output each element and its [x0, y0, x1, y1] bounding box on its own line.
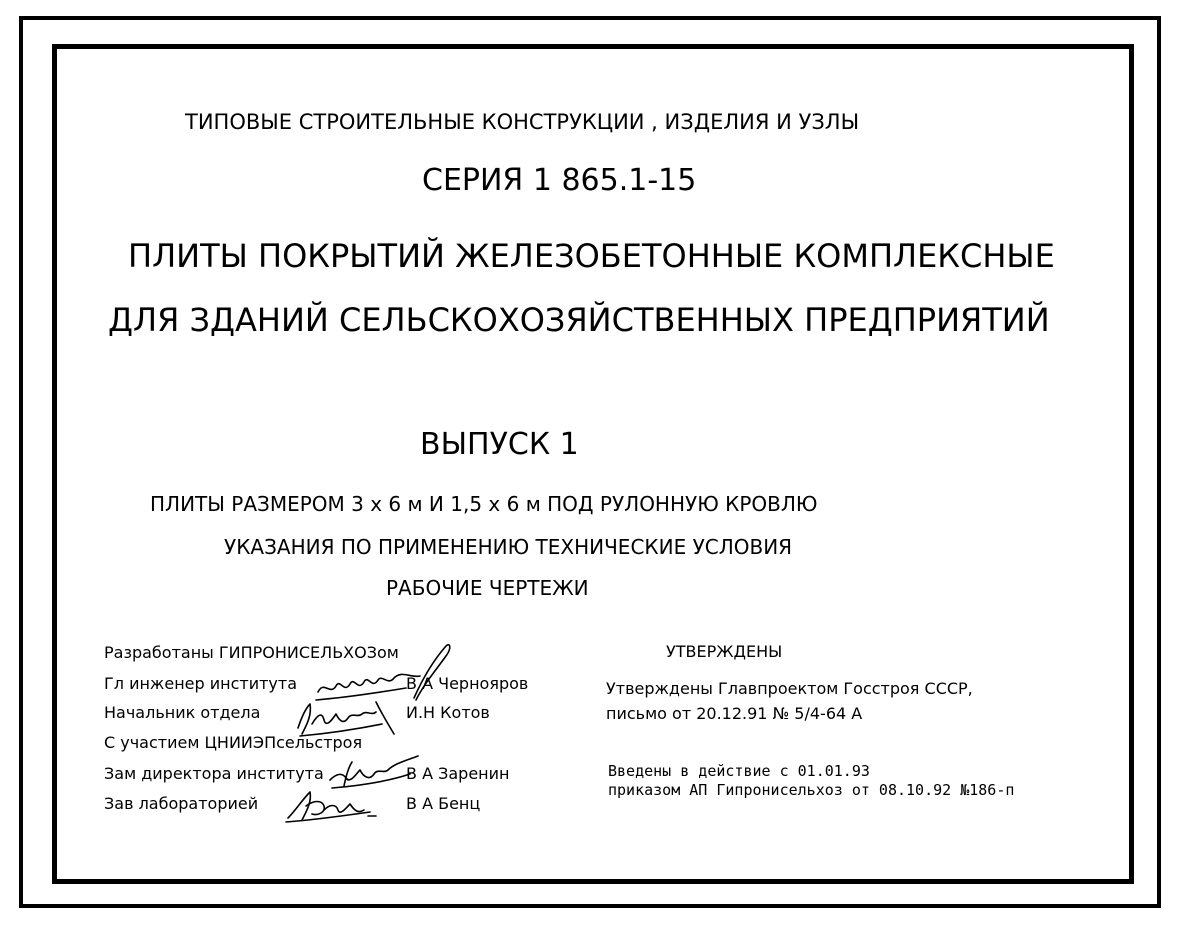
participation-note: С участием ЦНИИЭПсельстроя [104, 733, 363, 752]
chief-engineer-name: В А Чернояров [406, 674, 529, 693]
chief-engineer-role: Гл инженер института [104, 674, 298, 693]
signature-lab-head [284, 786, 384, 826]
document-title-line-1: ПЛИТЫ ПОКРЫТИЙ ЖЕЛЕЗОБЕТОННЫЕ КОМПЛЕКСНЫЕ [128, 237, 1055, 275]
approval-heading: УТВЕРЖДЕНЫ [666, 642, 783, 661]
document-title-line-2: ДЛЯ ЗДАНИЙ СЕЛЬСКОХОЗЯЙСТВЕННЫХ ПРЕДПРИЯТИЙ [108, 301, 1050, 339]
signature-dept-head [292, 694, 402, 744]
approval-letter: письмо от 20.12.91 № 5/4-64 А [606, 704, 863, 723]
series-number: СЕРИЯ 1 865.1-15 [422, 163, 697, 198]
lab-head-role: Зав лабораторией [104, 794, 259, 813]
deputy-director-role: Зам директора института [104, 764, 324, 783]
lab-head-name: В А Бенц [406, 794, 481, 813]
issue-description-line-1: ПЛИТЫ РАЗМЕРОМ 3 х 6 м И 1,5 х 6 м ПОД РУЛОННУЮ КРОВЛЮ [150, 492, 818, 516]
header-line: ТИПОВЫЕ СТРОИТЕЛЬНЫЕ КОНСТРУКЦИИ , ИЗДЕЛИЯ И УЗЛЫ [185, 110, 860, 134]
issue-description-line-3: РАБОЧИЕ ЧЕРТЕЖИ [386, 576, 589, 600]
dept-head-role: Начальник отдела [104, 703, 261, 722]
issue-description-line-2: УКАЗАНИЯ ПО ПРИМЕНЕНИЮ ТЕХНИЧЕСКИЕ УСЛОВИЯ [224, 535, 793, 559]
dept-head-name: И.Н Котов [406, 703, 490, 722]
introduced-order: приказом АП Гипронисельхоз от 08.10.92 №186-п [608, 781, 1015, 799]
approved-by: Утверждены Главпроектом Госстроя СССР, [606, 679, 973, 698]
introduced-date: Введены в действие с 01.01.93 [608, 762, 870, 780]
deputy-director-name: В А Заренин [406, 764, 510, 783]
issue-label: ВЫПУСК 1 [420, 427, 579, 462]
developed-by: Разработаны ГИПРОНИСЕЛЬХОЗом [104, 643, 399, 662]
